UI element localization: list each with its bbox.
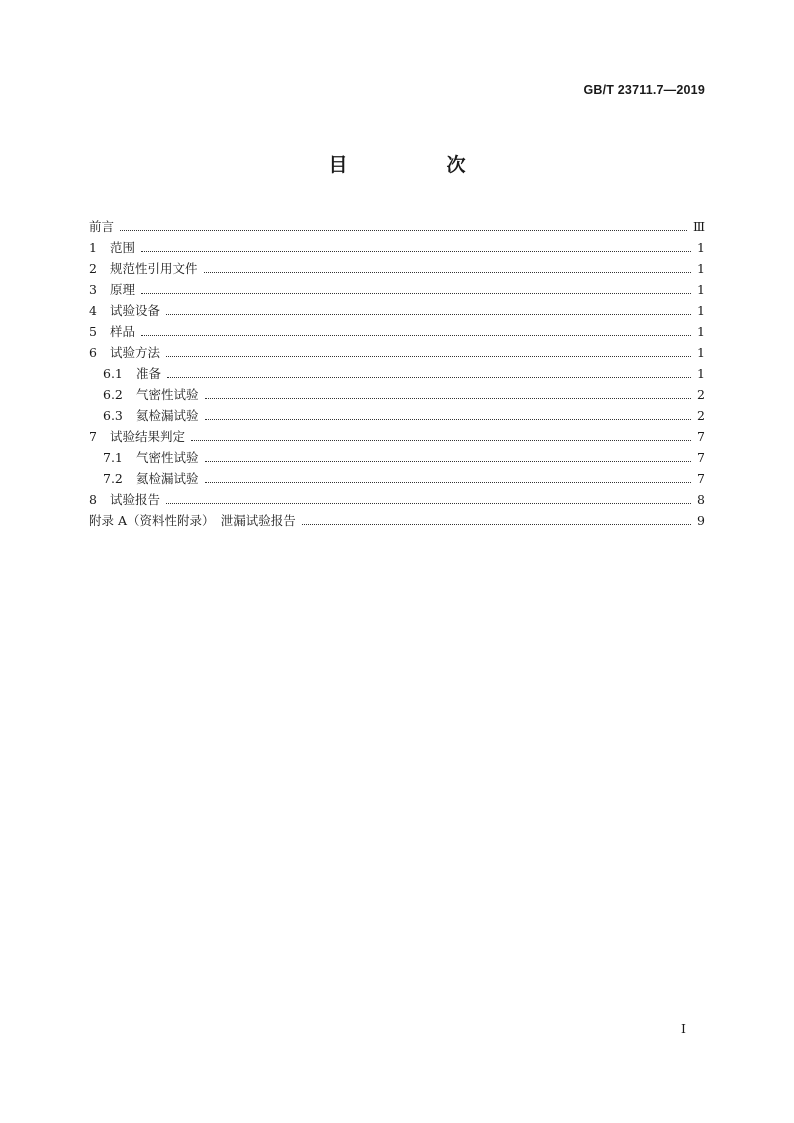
page-number: I [681, 1021, 686, 1036]
toc-entry[interactable] [89, 447, 705, 468]
toc-dot-leader [141, 335, 691, 336]
toc-entry-number: 7 [89, 429, 97, 444]
page-title: 目 次 [328, 154, 506, 176]
toc-dot-leader [120, 230, 687, 231]
toc-entry[interactable] [89, 384, 705, 405]
toc-entry-title: 样品 [110, 324, 136, 339]
table-of-contents [89, 216, 705, 531]
toc-dot-leader [204, 272, 691, 273]
toc-entry-title: 试验报告 [110, 492, 161, 507]
toc-dot-leader [302, 524, 691, 525]
toc-entry-number: 4 [89, 303, 97, 318]
toc-entry[interactable] [89, 258, 705, 279]
toc-entry-page: 8 [697, 492, 705, 507]
toc-entry[interactable] [89, 510, 705, 531]
toc-entry-page: 2 [697, 387, 705, 402]
toc-entry-page: 1 [697, 366, 705, 381]
toc-entry[interactable] [89, 321, 705, 342]
toc-dot-leader [205, 398, 691, 399]
toc-entry-number: 7.2 [103, 471, 123, 486]
toc-entry-number: 6 [89, 345, 97, 360]
toc-entry-page: 7 [697, 471, 705, 486]
toc-dot-leader [205, 419, 691, 420]
toc-entry-number: 5 [89, 324, 97, 339]
toc-entry-title: 附录 A（资料性附录） 泄漏试验报告 [89, 513, 296, 528]
toc-dot-leader [166, 314, 691, 315]
toc-entry[interactable] [89, 216, 705, 237]
toc-dot-leader [141, 251, 691, 252]
toc-entry-page: 1 [697, 282, 705, 297]
toc-entry-page: 1 [697, 324, 705, 339]
toc-entry-number: 2 [89, 261, 97, 276]
toc-entry-title: 试验设备 [110, 303, 161, 318]
toc-entry[interactable] [89, 489, 705, 510]
toc-dot-leader [166, 503, 691, 504]
toc-entry-title: 气密性试验 [136, 450, 199, 465]
toc-entry[interactable] [89, 468, 705, 489]
toc-entry-number: 1 [89, 240, 97, 255]
toc-dot-leader [166, 356, 691, 357]
toc-entry-page: 9 [697, 513, 705, 528]
toc-entry[interactable] [89, 363, 705, 384]
toc-entry-number: 6.1 [103, 366, 123, 381]
toc-entry-title: 试验方法 [110, 345, 161, 360]
toc-entry-page: 7 [697, 450, 705, 465]
toc-entry[interactable] [89, 342, 705, 363]
toc-entry-title: 氦检漏试验 [136, 471, 199, 486]
toc-dot-leader [191, 440, 691, 441]
toc-entry-title: 前言 [89, 219, 115, 234]
toc-entry-title: 准备 [136, 366, 162, 381]
toc-entry-title: 试验结果判定 [110, 429, 186, 444]
toc-entry-number: 6.2 [103, 387, 123, 402]
toc-entry[interactable] [89, 405, 705, 426]
toc-entry-title: 范围 [110, 240, 136, 255]
document-header-code: GB/T 23711.7—2019 [583, 83, 705, 97]
toc-entry[interactable] [89, 279, 705, 300]
toc-dot-leader [205, 482, 691, 483]
toc-entry-page: 2 [697, 408, 705, 423]
toc-entry-page: Ⅲ [692, 219, 705, 234]
toc-entry-title: 规范性引用文件 [110, 261, 198, 276]
toc-entry-page: 7 [697, 429, 705, 444]
toc-entry[interactable] [89, 300, 705, 321]
toc-dot-leader [141, 293, 691, 294]
toc-entry-page: 1 [697, 303, 705, 318]
toc-entry[interactable] [89, 237, 705, 258]
toc-entry-title: 原理 [110, 282, 136, 297]
toc-entry[interactable] [89, 426, 705, 447]
toc-dot-leader [167, 377, 691, 378]
toc-entry-number: 8 [89, 492, 97, 507]
toc-entry-number: 3 [89, 282, 97, 297]
toc-entry-page: 1 [697, 261, 705, 276]
toc-entry-title: 气密性试验 [136, 387, 199, 402]
toc-entry-number: 6.3 [103, 408, 123, 423]
toc-entry-title: 氦检漏试验 [136, 408, 199, 423]
toc-entry-page: 1 [697, 240, 705, 255]
toc-dot-leader [205, 461, 691, 462]
toc-entry-page: 1 [697, 345, 705, 360]
toc-entry-number: 7.1 [103, 450, 123, 465]
